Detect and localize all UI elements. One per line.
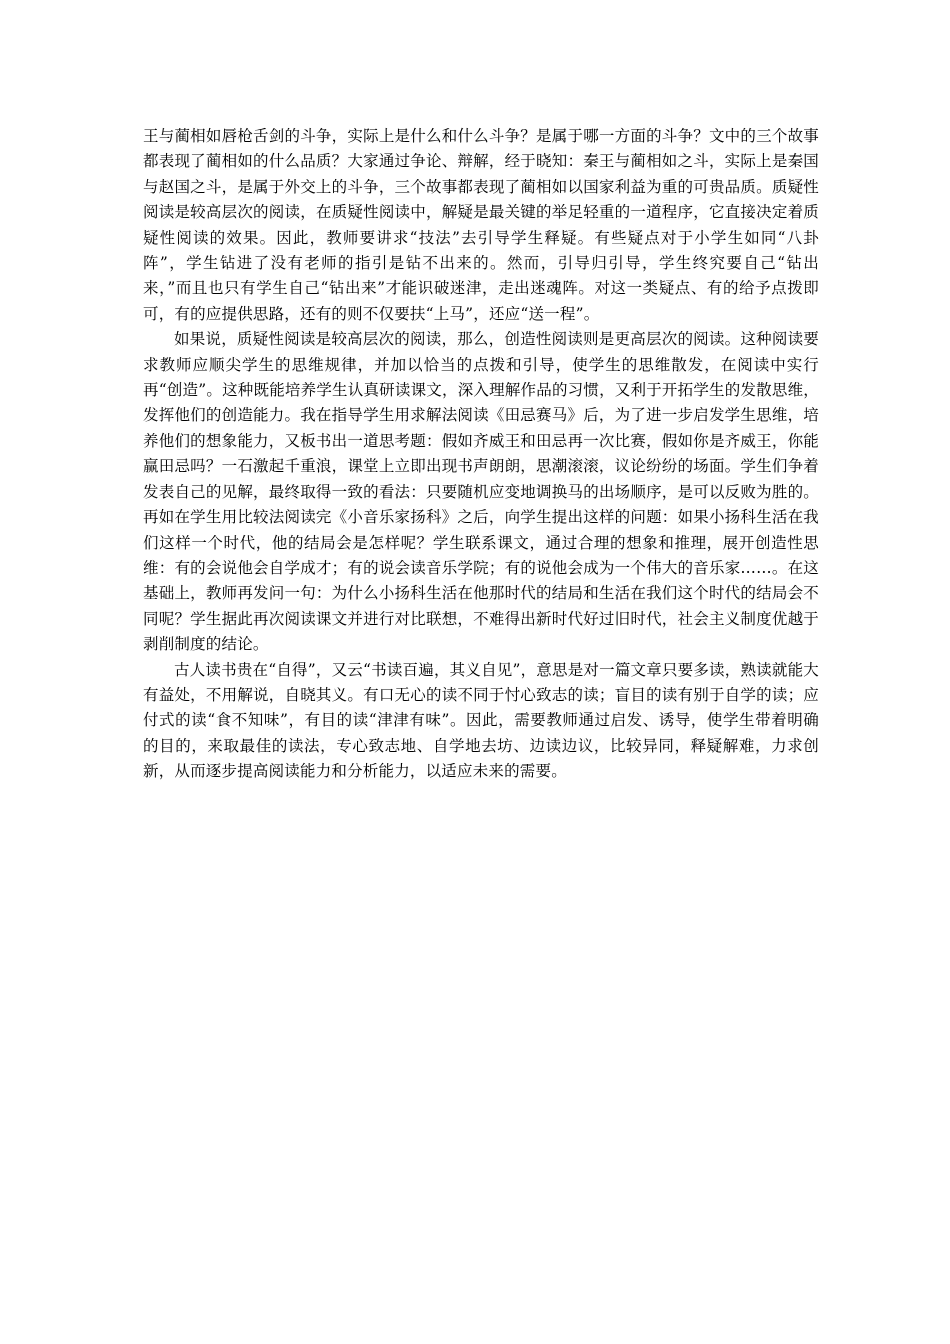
paragraph-3: 古人读书贵在“自得”，又云“书读百遍，其义自见”，意思是对一篇文章只要多读，熟读就能大有益处，不用解说，自晓其义。有口无心的读不同于忖心致志的读；盲目的读有别于自学的读；应付式的读“食不知味”，有目的读“津津有味”。因此，需要教师通过启发、诱导，使学生带着明确的目的，来取最佳的读法，专心致志地、自学地去坊、边读边议，比较异同，释疑解难，力求创新，从而逐步提高阅读能力和分析能力，以适应未来的需要。	[143, 660, 819, 781]
paragraph-1: 王与蔺相如唇枪舌剑的斗争，实际上是什么和什么斗争？是属于哪一方面的斗争？文中的三个故事都表现了蔺相如的什么品质？大家通过争论、辩解，经于晓知：秦王与蔺相如之斗，实际上是秦国与赵国之斗，是属于外交上的斗争，三个故事都表现了蔺相如以国家利益为重的可贵品质。质疑性阅读是较高层次的阅读，在质疑性阅读中，解疑是最关键的举足轻重的一道程序，它直接决定着质疑性阅读的效果。因此，教师要讲求“技法”去引导学生释疑。有些疑点对于小学生如同“八卦阵”，学生钻进了没有老师的指引是钻不出来的。然而，引导归引导，学生终究要自己“钻出来，”而且也只有学生自己“钻出来”才能识破迷津，走出迷魂阵。对这一类疑点、有的给予点拨即可，有的应提供思路，还有的则不仅要扶“上马”，还应“送一程”。	[143, 127, 819, 323]
paragraph-2: 如果说，质疑性阅读是较高层次的阅读，那么，创造性阅读则是更高层次的阅读。这种阅读要求教师应顺尖学生的思维规律，并加以恰当的点拨和引导，使学生的思维散发，在阅读中实行再“创造”。这种既能培养学生认真研读课文，深入理解作品的习惯，又利于开拓学生的发散思维，发挥他们的创造能力。我在指导学生用求解法阅读《田忌赛马》后，为了进一步启发学生思维，培养他们的想象能力，又板书出一道思考题：假如齐威王和田忌再一次比赛，假如你是齐威王，你能赢田忌吗？一石激起千重浪，课堂上立即出现书声朗朗，思潮滚滚，议论纷纷的场面。学生们争着发表自己的见解，最终取得一致的看法：只要随机应变地调换马的出场顺序，是可以反败为胜的。再如在学生用比较法阅读完《小音乐家扬科》之后，向学生提出这样的问题：如果小扬科生活在我们这样一个时代，他的结局会是怎样呢？学生联系课文，通过合理的想象和推理，展开创造性思维：有的会说他会自学成才；有的说会读音乐学院；有的说他会成为一个伟大的音乐家……。在这基础上，教师再发问一句：为什么小扬科生活在他那时代的结局和生活在我们这个时代的结局会不同呢？学生据此再次阅读课文并进行对比联想，不难得出新时代好过旧时代，社会主义制度优越于剥削制度的结论。	[143, 330, 819, 654]
document-page	[143, 124, 819, 785]
